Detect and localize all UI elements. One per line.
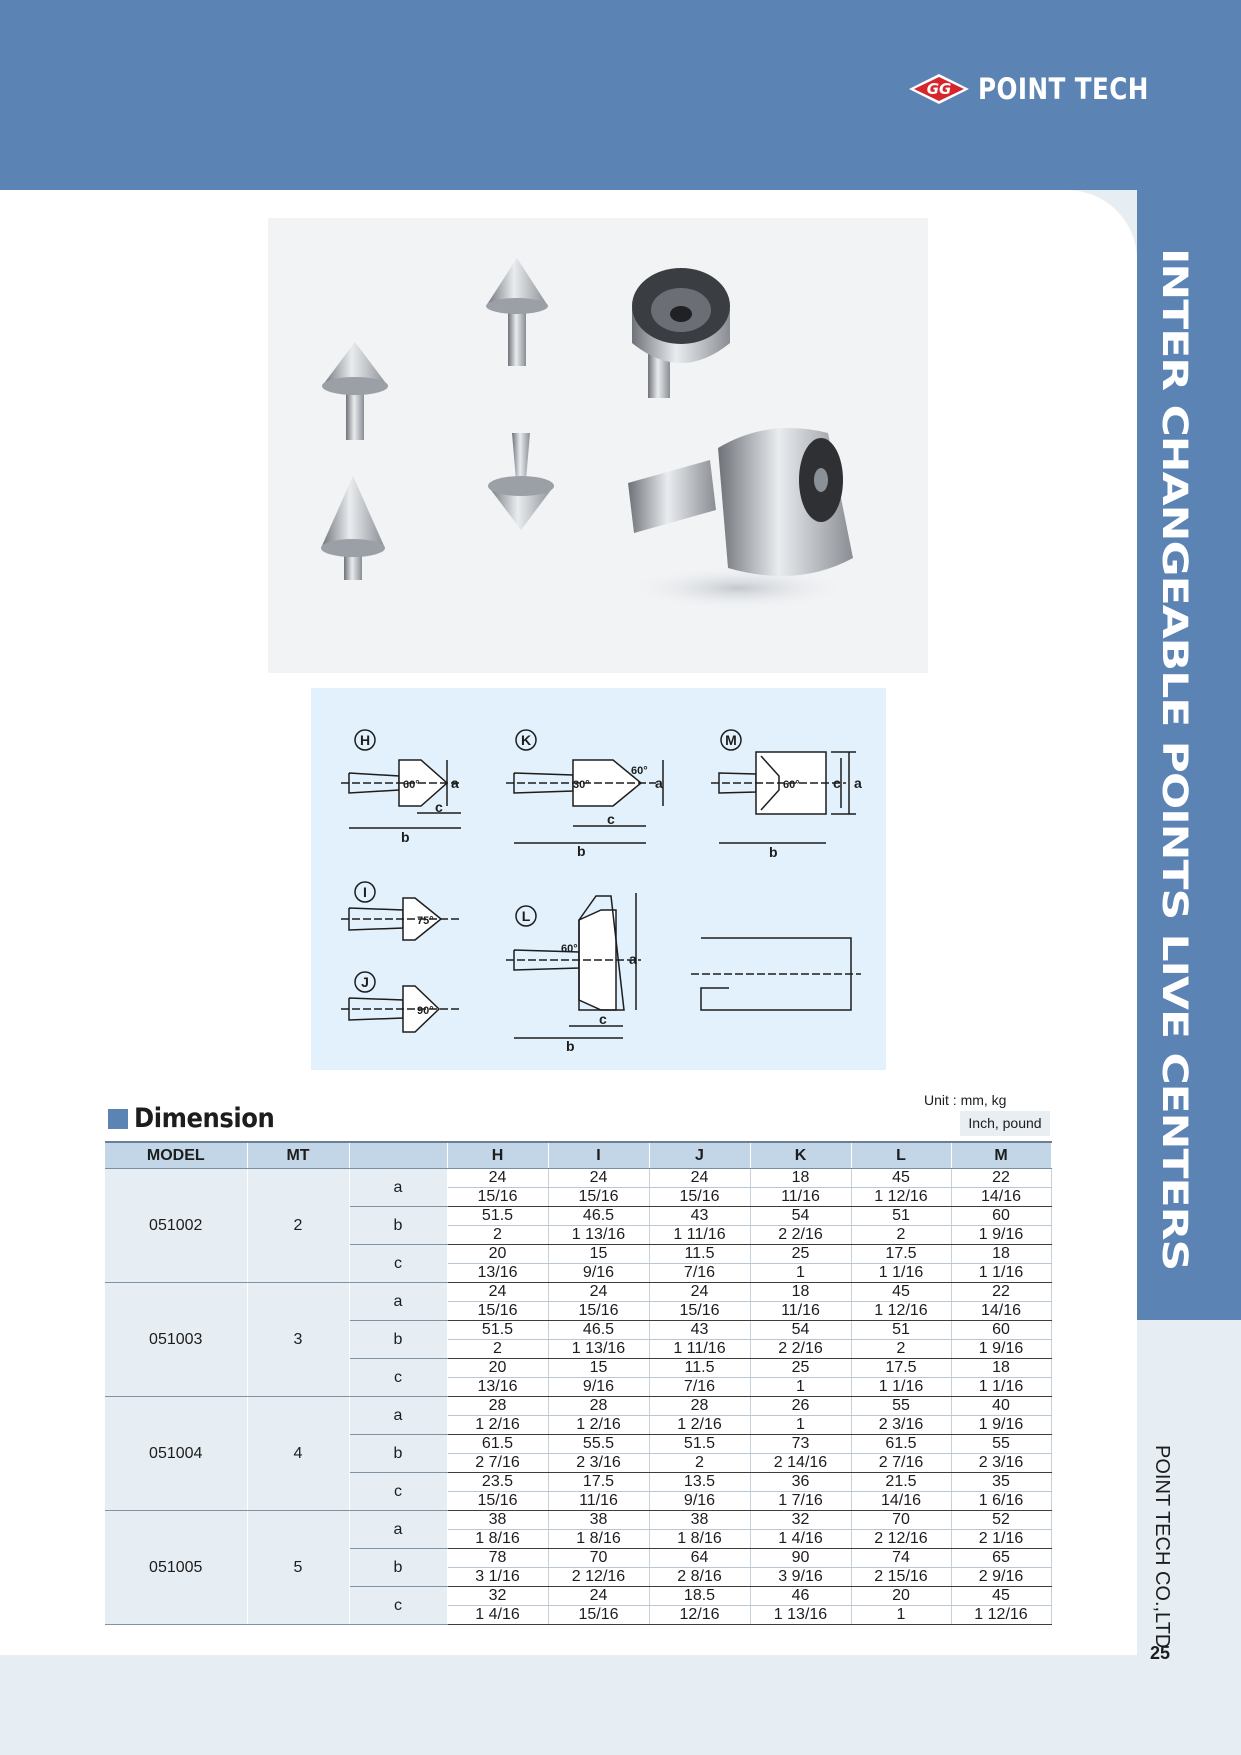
value-mm: 51 bbox=[851, 1207, 951, 1226]
value-inch: 1 13/16 bbox=[750, 1606, 851, 1625]
value-mm: 61.5 bbox=[447, 1435, 548, 1454]
center-point-4 bbox=[488, 433, 554, 530]
dim-a-k: a bbox=[655, 775, 663, 791]
value-mm: 51.5 bbox=[649, 1435, 750, 1454]
value-mm: 64 bbox=[649, 1549, 750, 1568]
value-inch: 1 9/16 bbox=[951, 1226, 1051, 1245]
value-inch: 1 13/16 bbox=[548, 1226, 649, 1245]
column-header bbox=[349, 1142, 447, 1169]
value-inch: 2 9/16 bbox=[951, 1568, 1051, 1587]
table-row bbox=[105, 1283, 1051, 1302]
value-inch: 11/16 bbox=[548, 1492, 649, 1511]
value-inch: 1 7/16 bbox=[750, 1492, 851, 1511]
value-inch: 1 1/16 bbox=[851, 1378, 951, 1397]
dim-a-m: a bbox=[854, 775, 862, 791]
value-mm: 54 bbox=[750, 1207, 851, 1226]
value-inch: 2 3/16 bbox=[851, 1416, 951, 1435]
value-mm: 13.5 bbox=[649, 1473, 750, 1492]
dimension-key-cell: a bbox=[349, 1283, 447, 1321]
value-mm: 51 bbox=[851, 1321, 951, 1340]
value-inch: 1 11/16 bbox=[649, 1226, 750, 1245]
dim-c-h: c bbox=[435, 799, 443, 815]
value-inch: 11/16 bbox=[750, 1302, 851, 1321]
mt-cell: 3 bbox=[247, 1283, 349, 1397]
value-inch: 14/16 bbox=[851, 1492, 951, 1511]
value-mm: 18 bbox=[951, 1359, 1051, 1378]
value-mm: 46.5 bbox=[548, 1207, 649, 1226]
value-mm: 24 bbox=[447, 1283, 548, 1302]
value-inch: 15/16 bbox=[548, 1188, 649, 1207]
value-mm: 23.5 bbox=[447, 1473, 548, 1492]
mt-cell: 4 bbox=[247, 1397, 349, 1511]
value-mm: 51.5 bbox=[447, 1321, 548, 1340]
value-inch: 2 bbox=[851, 1340, 951, 1359]
value-mm: 22 bbox=[951, 1283, 1051, 1302]
value-inch: 1 1/16 bbox=[951, 1378, 1051, 1397]
value-inch: 14/16 bbox=[951, 1188, 1051, 1207]
value-inch: 2 12/16 bbox=[548, 1568, 649, 1587]
brand-name: POINT TECH bbox=[978, 72, 1149, 106]
dimension-key-cell: c bbox=[349, 1245, 447, 1283]
value-mm: 28 bbox=[548, 1397, 649, 1416]
bell-center bbox=[628, 428, 853, 610]
value-inch: 13/16 bbox=[447, 1378, 548, 1397]
brand-badge-text: GG bbox=[926, 80, 952, 98]
value-inch: 2 1/16 bbox=[951, 1530, 1051, 1549]
value-mm: 17.5 bbox=[851, 1359, 951, 1378]
angle-j: 90° bbox=[417, 1005, 434, 1017]
value-mm: 36 bbox=[750, 1473, 851, 1492]
value-inch: 15/16 bbox=[548, 1302, 649, 1321]
dimension-key-cell: b bbox=[349, 1549, 447, 1587]
model-cell: 051004 bbox=[105, 1397, 247, 1511]
value-inch: 2 7/16 bbox=[447, 1454, 548, 1473]
value-inch: 1 bbox=[750, 1264, 851, 1283]
angle-h: 60° bbox=[403, 779, 420, 791]
value-inch: 2 14/16 bbox=[750, 1454, 851, 1473]
value-mm: 60 bbox=[951, 1207, 1051, 1226]
value-inch: 1 6/16 bbox=[951, 1492, 1051, 1511]
column-header: M bbox=[951, 1142, 1051, 1169]
value-mm: 52 bbox=[951, 1511, 1051, 1530]
column-header: MODEL bbox=[105, 1142, 247, 1169]
value-inch: 2 bbox=[447, 1226, 548, 1245]
value-inch: 7/16 bbox=[649, 1378, 750, 1397]
value-inch: 1 2/16 bbox=[447, 1416, 548, 1435]
value-inch: 14/16 bbox=[951, 1302, 1051, 1321]
value-mm: 28 bbox=[649, 1397, 750, 1416]
value-mm: 17.5 bbox=[548, 1473, 649, 1492]
value-inch: 1 11/16 bbox=[649, 1340, 750, 1359]
dim-c-l: c bbox=[599, 1011, 607, 1027]
value-mm: 90 bbox=[750, 1549, 851, 1568]
angle-m: 60° bbox=[783, 779, 800, 791]
diagram-label-m: M bbox=[725, 732, 737, 748]
value-inch: 1 bbox=[750, 1378, 851, 1397]
brand-logo bbox=[908, 72, 1179, 106]
value-mm: 20 bbox=[447, 1245, 548, 1264]
value-inch: 1 4/16 bbox=[447, 1606, 548, 1625]
diagram-label-l: L bbox=[521, 908, 531, 924]
value-mm: 38 bbox=[548, 1511, 649, 1530]
value-mm: 45 bbox=[851, 1283, 951, 1302]
value-inch: 1 9/16 bbox=[951, 1416, 1051, 1435]
value-inch: 9/16 bbox=[548, 1264, 649, 1283]
unit-inch: Inch, pound bbox=[960, 1111, 1050, 1136]
dim-a-h: a bbox=[451, 775, 459, 791]
column-header: J bbox=[649, 1142, 750, 1169]
dimension-key-cell: b bbox=[349, 1207, 447, 1245]
value-mm: 24 bbox=[548, 1283, 649, 1302]
value-mm: 70 bbox=[851, 1511, 951, 1530]
mt-cell: 2 bbox=[247, 1169, 349, 1283]
table-row bbox=[105, 1397, 1051, 1416]
table-row bbox=[105, 1511, 1051, 1530]
value-inch: 15/16 bbox=[649, 1302, 750, 1321]
value-inch: 2 3/16 bbox=[548, 1454, 649, 1473]
value-mm: 35 bbox=[951, 1473, 1051, 1492]
value-mm: 74 bbox=[851, 1549, 951, 1568]
company-name: POINT TECH CO.,LTD bbox=[1151, 1445, 1173, 1649]
value-mm: 65 bbox=[951, 1549, 1051, 1568]
table-row bbox=[105, 1169, 1051, 1188]
side-title: INTER CHANGEABLE POINTS LIVE CENTERS bbox=[1154, 248, 1195, 1271]
value-mm: 43 bbox=[649, 1321, 750, 1340]
product-photo bbox=[268, 218, 928, 673]
value-mm: 17.5 bbox=[851, 1245, 951, 1264]
dim-b-k: b bbox=[577, 843, 586, 859]
table-header-row bbox=[105, 1142, 1051, 1169]
value-mm: 26 bbox=[750, 1397, 851, 1416]
value-mm: 32 bbox=[447, 1587, 548, 1606]
column-header: L bbox=[851, 1142, 951, 1169]
value-inch: 1 9/16 bbox=[951, 1340, 1051, 1359]
angle-k-outer: 60° bbox=[631, 765, 648, 777]
dimension-table bbox=[105, 1141, 1052, 1625]
diagram-label-j: J bbox=[361, 974, 369, 990]
value-mm: 18 bbox=[951, 1245, 1051, 1264]
diagram-label-k: K bbox=[520, 732, 532, 748]
value-inch: 2 2/16 bbox=[750, 1340, 851, 1359]
angle-i: 75° bbox=[417, 915, 434, 927]
cup-center bbox=[632, 268, 730, 398]
column-header: K bbox=[750, 1142, 851, 1169]
diagram-label-i: I bbox=[363, 884, 367, 900]
value-mm: 45 bbox=[851, 1169, 951, 1188]
dimension-key-cell: b bbox=[349, 1321, 447, 1359]
model-cell: 051005 bbox=[105, 1511, 247, 1625]
dim-c-k: c bbox=[607, 811, 615, 827]
dimension-diagram bbox=[311, 688, 886, 1070]
dimension-key-cell: a bbox=[349, 1511, 447, 1549]
value-mm: 24 bbox=[649, 1283, 750, 1302]
value-inch: 2 8/16 bbox=[649, 1568, 750, 1587]
value-mm: 20 bbox=[447, 1359, 548, 1378]
value-inch: 2 3/16 bbox=[951, 1454, 1051, 1473]
section-heading bbox=[108, 1103, 290, 1134]
value-mm: 40 bbox=[951, 1397, 1051, 1416]
value-mm: 70 bbox=[548, 1549, 649, 1568]
value-mm: 11.5 bbox=[649, 1245, 750, 1264]
value-mm: 32 bbox=[750, 1511, 851, 1530]
model-cell: 051002 bbox=[105, 1169, 247, 1283]
value-mm: 15 bbox=[548, 1245, 649, 1264]
value-inch: 1 bbox=[851, 1606, 951, 1625]
value-mm: 22 bbox=[951, 1169, 1051, 1188]
section-title: Dimension bbox=[134, 1103, 275, 1134]
value-inch: 7/16 bbox=[649, 1264, 750, 1283]
value-mm: 38 bbox=[447, 1511, 548, 1530]
value-inch: 11/16 bbox=[750, 1188, 851, 1207]
value-mm: 24 bbox=[548, 1169, 649, 1188]
value-mm: 55 bbox=[851, 1397, 951, 1416]
dimension-key-cell: a bbox=[349, 1169, 447, 1207]
value-inch: 1 2/16 bbox=[649, 1416, 750, 1435]
value-inch: 2 bbox=[851, 1226, 951, 1245]
value-inch: 1 8/16 bbox=[548, 1530, 649, 1549]
value-inch: 13/16 bbox=[447, 1264, 548, 1283]
value-inch: 1 8/16 bbox=[649, 1530, 750, 1549]
value-mm: 15 bbox=[548, 1359, 649, 1378]
value-mm: 73 bbox=[750, 1435, 851, 1454]
dim-b-l: b bbox=[566, 1038, 575, 1054]
dimension-key-cell: c bbox=[349, 1359, 447, 1397]
value-mm: 24 bbox=[548, 1587, 649, 1606]
value-inch: 1 12/16 bbox=[851, 1302, 951, 1321]
value-mm: 18.5 bbox=[649, 1587, 750, 1606]
value-inch: 2 2/16 bbox=[750, 1226, 851, 1245]
center-point-1 bbox=[322, 342, 388, 440]
value-inch: 12/16 bbox=[649, 1606, 750, 1625]
value-mm: 38 bbox=[649, 1511, 750, 1530]
value-inch: 15/16 bbox=[649, 1188, 750, 1207]
value-mm: 24 bbox=[649, 1169, 750, 1188]
column-header: H bbox=[447, 1142, 548, 1169]
mt-cell: 5 bbox=[247, 1511, 349, 1625]
value-inch: 2 bbox=[649, 1454, 750, 1473]
angle-l: 60° bbox=[561, 943, 578, 955]
model-cell: 051003 bbox=[105, 1283, 247, 1397]
value-inch: 2 bbox=[447, 1340, 548, 1359]
value-mm: 24 bbox=[447, 1169, 548, 1188]
value-mm: 45 bbox=[951, 1587, 1051, 1606]
dim-a-l: a bbox=[629, 951, 637, 967]
dimension-key-cell: b bbox=[349, 1435, 447, 1473]
value-inch: 2 15/16 bbox=[851, 1568, 951, 1587]
value-inch: 9/16 bbox=[548, 1378, 649, 1397]
page-number: 25 bbox=[1150, 1643, 1171, 1663]
unit-mm: Unit : mm, kg bbox=[924, 1092, 1007, 1108]
value-inch: 1 12/16 bbox=[851, 1188, 951, 1207]
dim-c-m: c bbox=[833, 775, 841, 791]
value-inch: 3 9/16 bbox=[750, 1568, 851, 1587]
value-mm: 55 bbox=[951, 1435, 1051, 1454]
value-mm: 46 bbox=[750, 1587, 851, 1606]
value-mm: 25 bbox=[750, 1245, 851, 1264]
value-mm: 18 bbox=[750, 1169, 851, 1188]
value-inch: 15/16 bbox=[548, 1606, 649, 1625]
value-mm: 20 bbox=[851, 1587, 951, 1606]
angle-k-inner: 30° bbox=[573, 779, 590, 791]
value-inch: 15/16 bbox=[447, 1492, 548, 1511]
dim-b-h: b bbox=[401, 829, 410, 845]
value-inch: 9/16 bbox=[649, 1492, 750, 1511]
value-inch: 1 13/16 bbox=[548, 1340, 649, 1359]
value-mm: 11.5 bbox=[649, 1359, 750, 1378]
value-inch: 1 2/16 bbox=[548, 1416, 649, 1435]
gg-badge-icon bbox=[908, 73, 970, 105]
section-bullet-icon bbox=[108, 1109, 128, 1129]
value-mm: 78 bbox=[447, 1549, 548, 1568]
center-point-3 bbox=[321, 476, 385, 580]
value-mm: 46.5 bbox=[548, 1321, 649, 1340]
value-inch: 1 8/16 bbox=[447, 1530, 548, 1549]
value-inch: 2 7/16 bbox=[851, 1454, 951, 1473]
value-inch: 1 1/16 bbox=[851, 1264, 951, 1283]
column-header: I bbox=[548, 1142, 649, 1169]
value-inch: 2 12/16 bbox=[851, 1530, 951, 1549]
value-inch: 1 12/16 bbox=[951, 1606, 1051, 1625]
value-mm: 61.5 bbox=[851, 1435, 951, 1454]
diagram-label-h: H bbox=[359, 732, 371, 748]
value-inch: 1 1/16 bbox=[951, 1264, 1051, 1283]
value-inch: 15/16 bbox=[447, 1302, 548, 1321]
dimension-key-cell: c bbox=[349, 1473, 447, 1511]
value-mm: 25 bbox=[750, 1359, 851, 1378]
value-inch: 1 4/16 bbox=[750, 1530, 851, 1549]
dimension-key-cell: c bbox=[349, 1587, 447, 1625]
value-mm: 55.5 bbox=[548, 1435, 649, 1454]
value-inch: 1 bbox=[750, 1416, 851, 1435]
dim-b-m: b bbox=[769, 844, 778, 860]
value-mm: 60 bbox=[951, 1321, 1051, 1340]
value-mm: 21.5 bbox=[851, 1473, 951, 1492]
center-point-2 bbox=[486, 258, 548, 366]
value-mm: 18 bbox=[750, 1283, 851, 1302]
value-mm: 43 bbox=[649, 1207, 750, 1226]
dimension-key-cell: a bbox=[349, 1397, 447, 1435]
value-inch: 3 1/16 bbox=[447, 1568, 548, 1587]
value-inch: 15/16 bbox=[447, 1188, 548, 1207]
value-mm: 54 bbox=[750, 1321, 851, 1340]
value-mm: 51.5 bbox=[447, 1207, 548, 1226]
column-header: MT bbox=[247, 1142, 349, 1169]
value-mm: 28 bbox=[447, 1397, 548, 1416]
